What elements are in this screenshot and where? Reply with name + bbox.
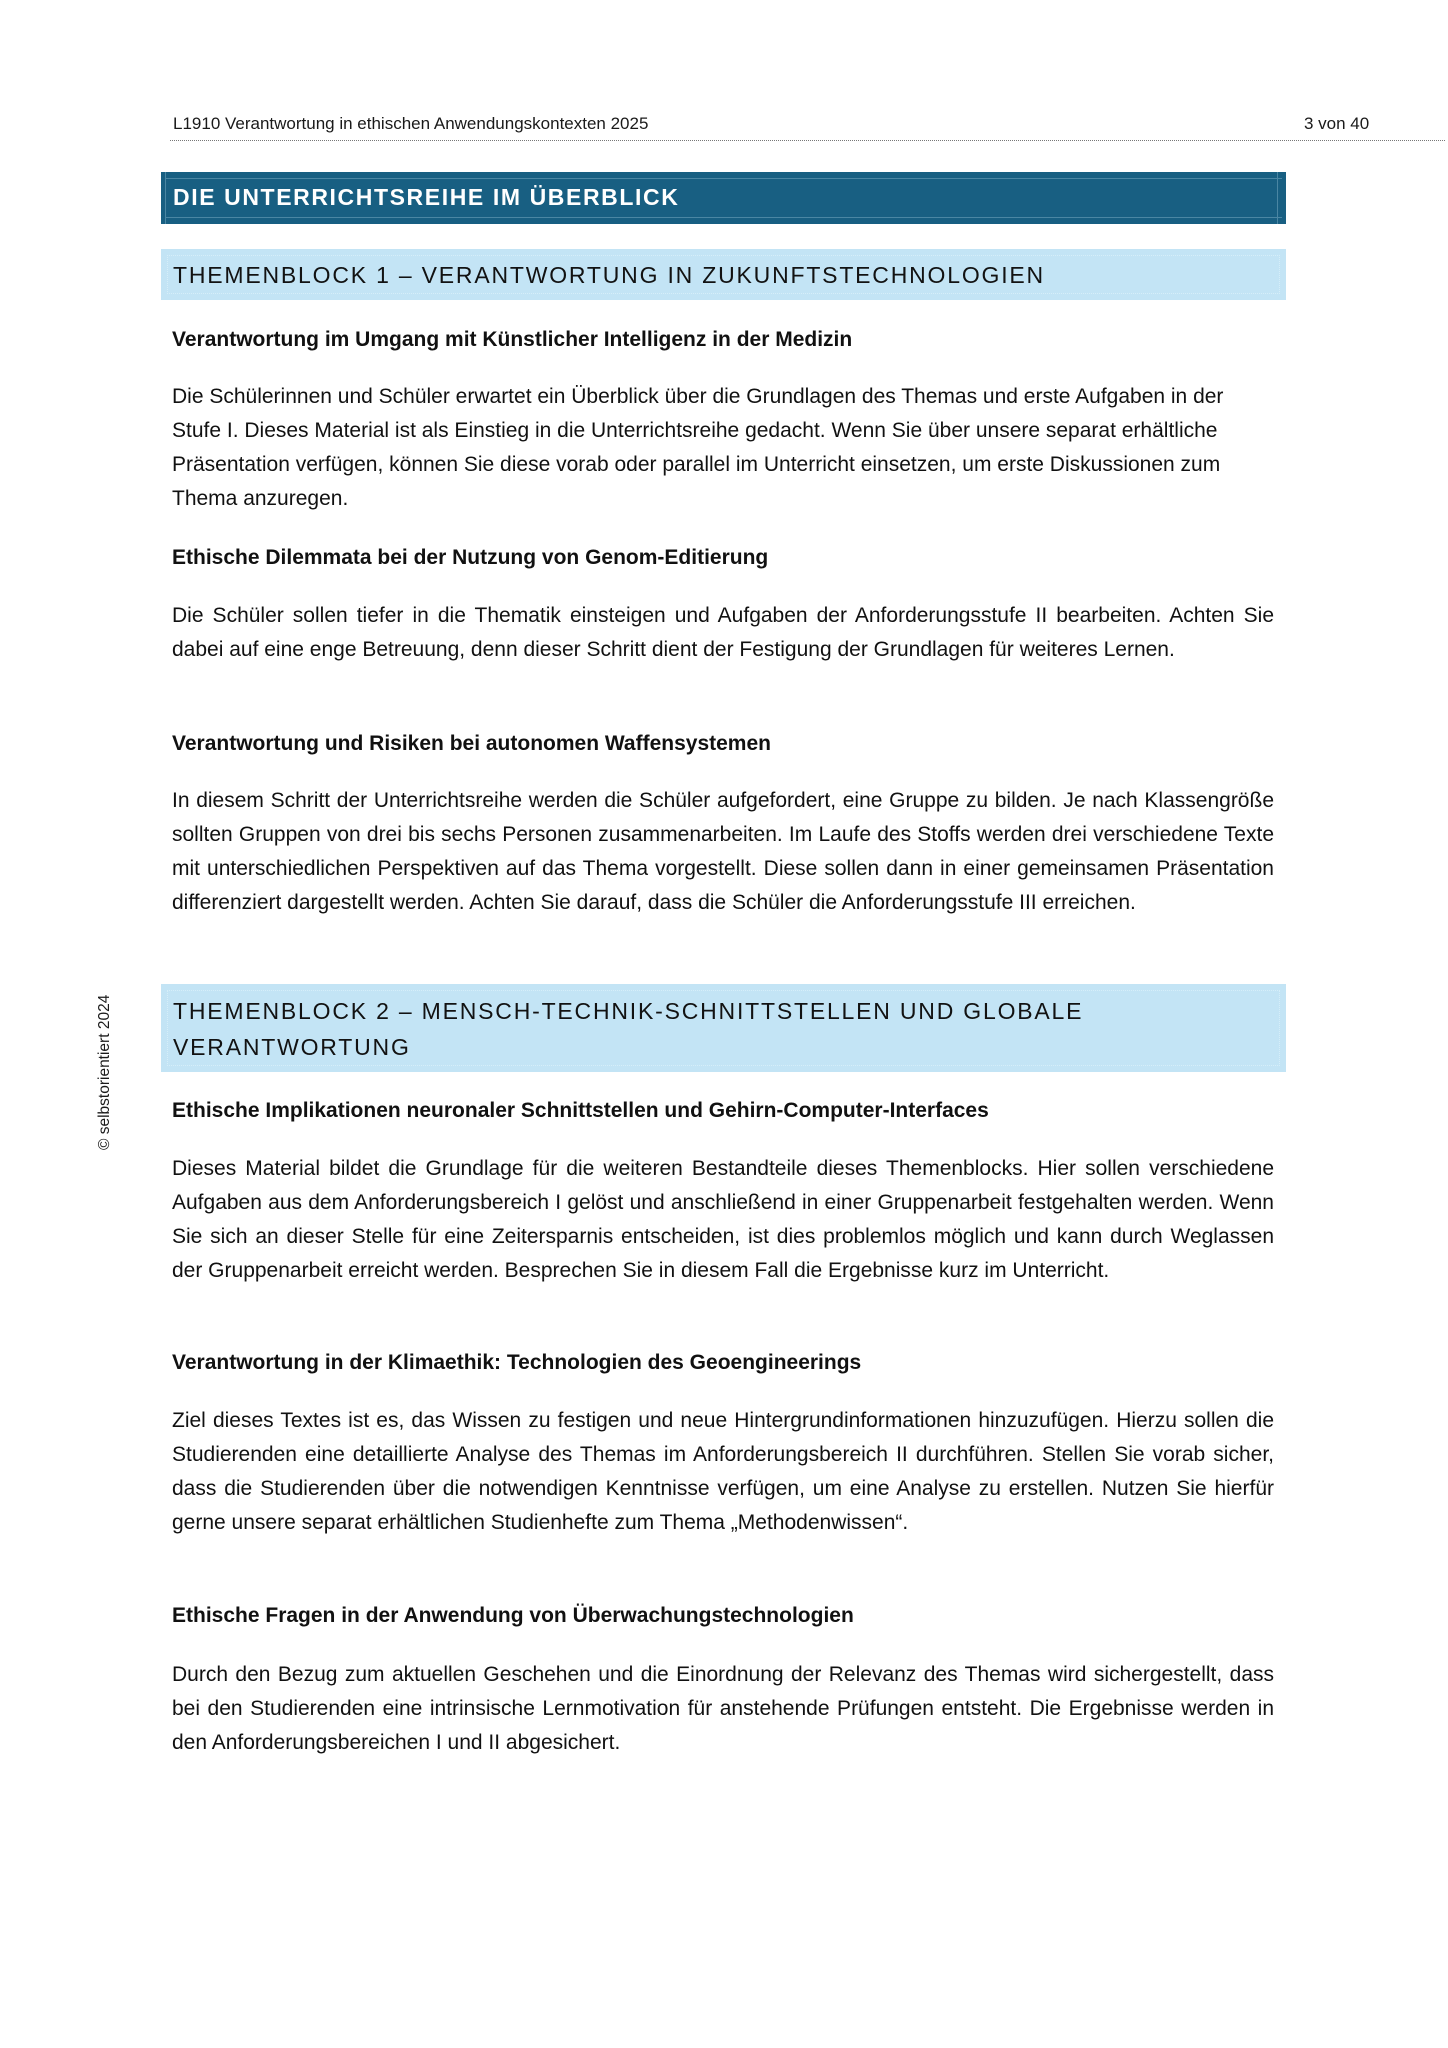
section-text: Durch den Bezug zum aktuellen Geschehen und die Einordnung der Relevanz des Themas wird sichergestellt, dass bei den Studierenden eine intrinsische Lernmotivation für anstehende Prüfungen entsteht. Die Ergebnisse werden in den Anforderungsbereichen I und II abgesichert. [172,1663,1274,1754]
page-number: 3 von 40 [1304,114,1370,133]
main-title-banner [161,172,1286,224]
section-heading: Ethische Fragen in der Anwendung von Überwachungstechnologien [172,1604,854,1627]
themenblock-1-banner [161,249,1286,300]
section-heading: Verantwortung im Umgang mit Künstlicher Intelligenz in der Medizin [172,328,853,351]
themenblock-1-title: THEMENBLOCK 1 – VERANTWORTUNG IN ZUKUNFTSTECHNOLOGIEN [173,262,1045,288]
document-header-title: L1910 Verantwortung in ethischen Anwendungskontexten 2025 [173,114,649,133]
section-heading: Verantwortung und Risiken bei autonomen Waffensystemen [172,732,771,755]
themenblock-2-title: THEMENBLOCK 2 – MENSCH-TECHNIK-SCHNITTSTELLEN UND GLOBALE VERANTWORTUNG [173,998,1084,1060]
section-heading: Ethische Dilemmata bei der Nutzung von Genom-Editierung [172,546,769,569]
section-heading: Verantwortung in der Klimaethik: Technologien des Geoengineerings [172,1351,862,1374]
section-heading: Ethische Implikationen neuronaler Schnittstellen und Gehirn-Computer-Interfaces [172,1099,989,1122]
themenblock-2-banner [161,984,1286,1072]
section-text: Dieses Material bildet die Grundlage für die weiteren Bestandteile dieses Themenblocks. Hier sollen verschiedene Aufgaben aus dem Anforderungsbereich I gelöst und anschließend in einer Gruppenarbeit festgehalten werden. Wenn Sie sich an dieser Stelle für eine Zeitersparnis entscheiden, ist dies problemlos möglich und kann durch Weglassen der Gruppenarbeit erreicht werden. Besprechen Sie in diesem Fall die Ergebnisse kurz im Unterricht. [172,1157,1274,1282]
section-text: Die Schüler sollen tiefer in die Thematik einsteigen und Aufgaben der Anforderungsstufe II bearbeiten. Achten Sie dabei auf eine enge Betreuung, denn dieser Schritt dient der Festigung der Grundlagen für weiteres Lernen. [172,604,1274,661]
copyright-notice: © selbstorientiert 2024 [96,994,113,1150]
main-title: DIE UNTERRICHTSREIHE IM ÜBERBLICK [173,184,680,210]
section-text: Die Schülerinnen und Schüler erwartet ein Überblick über die Grundlagen des Themas und erste Aufgaben in der Stufe I. Dieses Material ist als Einstieg in die Unterrichtsreihe gedacht. Wenn Sie über unsere separat erhältliche Präsentation verfügen, können Sie diese vorab oder parallel im Unterricht einsetzen, um erste Diskussionen zum Thema anzuregen. [172,385,1224,510]
header-divider [170,140,1445,141]
section-text: In diesem Schritt der Unterrichtsreihe werden die Schüler aufgefordert, eine Gruppe zu bilden. Je nach Klassengröße sollten Gruppen von drei bis sechs Personen zusammenarbeiten. Im Laufe des Stoffs werden drei verschiedene Texte mit unterschiedlichen Perspektiven auf das Thema vorgestellt. Diese sollen dann in einer gemeinsamen Präsentation differenziert dargestellt werden. Achten Sie darauf, dass die Schüler die Anforderungsstufe III erreichen. [172,789,1274,914]
section-text: Ziel dieses Textes ist es, das Wissen zu festigen und neue Hintergrundinformationen hinzuzufügen. Hierzu sollen die Studierenden eine detaillierte Analyse des Themas im Anforderungsbereich II durchführen. Stellen Sie vorab sicher, dass die Studierenden über die notwendigen Kenntnisse verfügen, um eine Analyse zu erstellen. Nutzen Sie hierfür gerne unsere separat erhältlichen Studienhefte zum Thema „Methodenwissen“. [172,1409,1274,1534]
